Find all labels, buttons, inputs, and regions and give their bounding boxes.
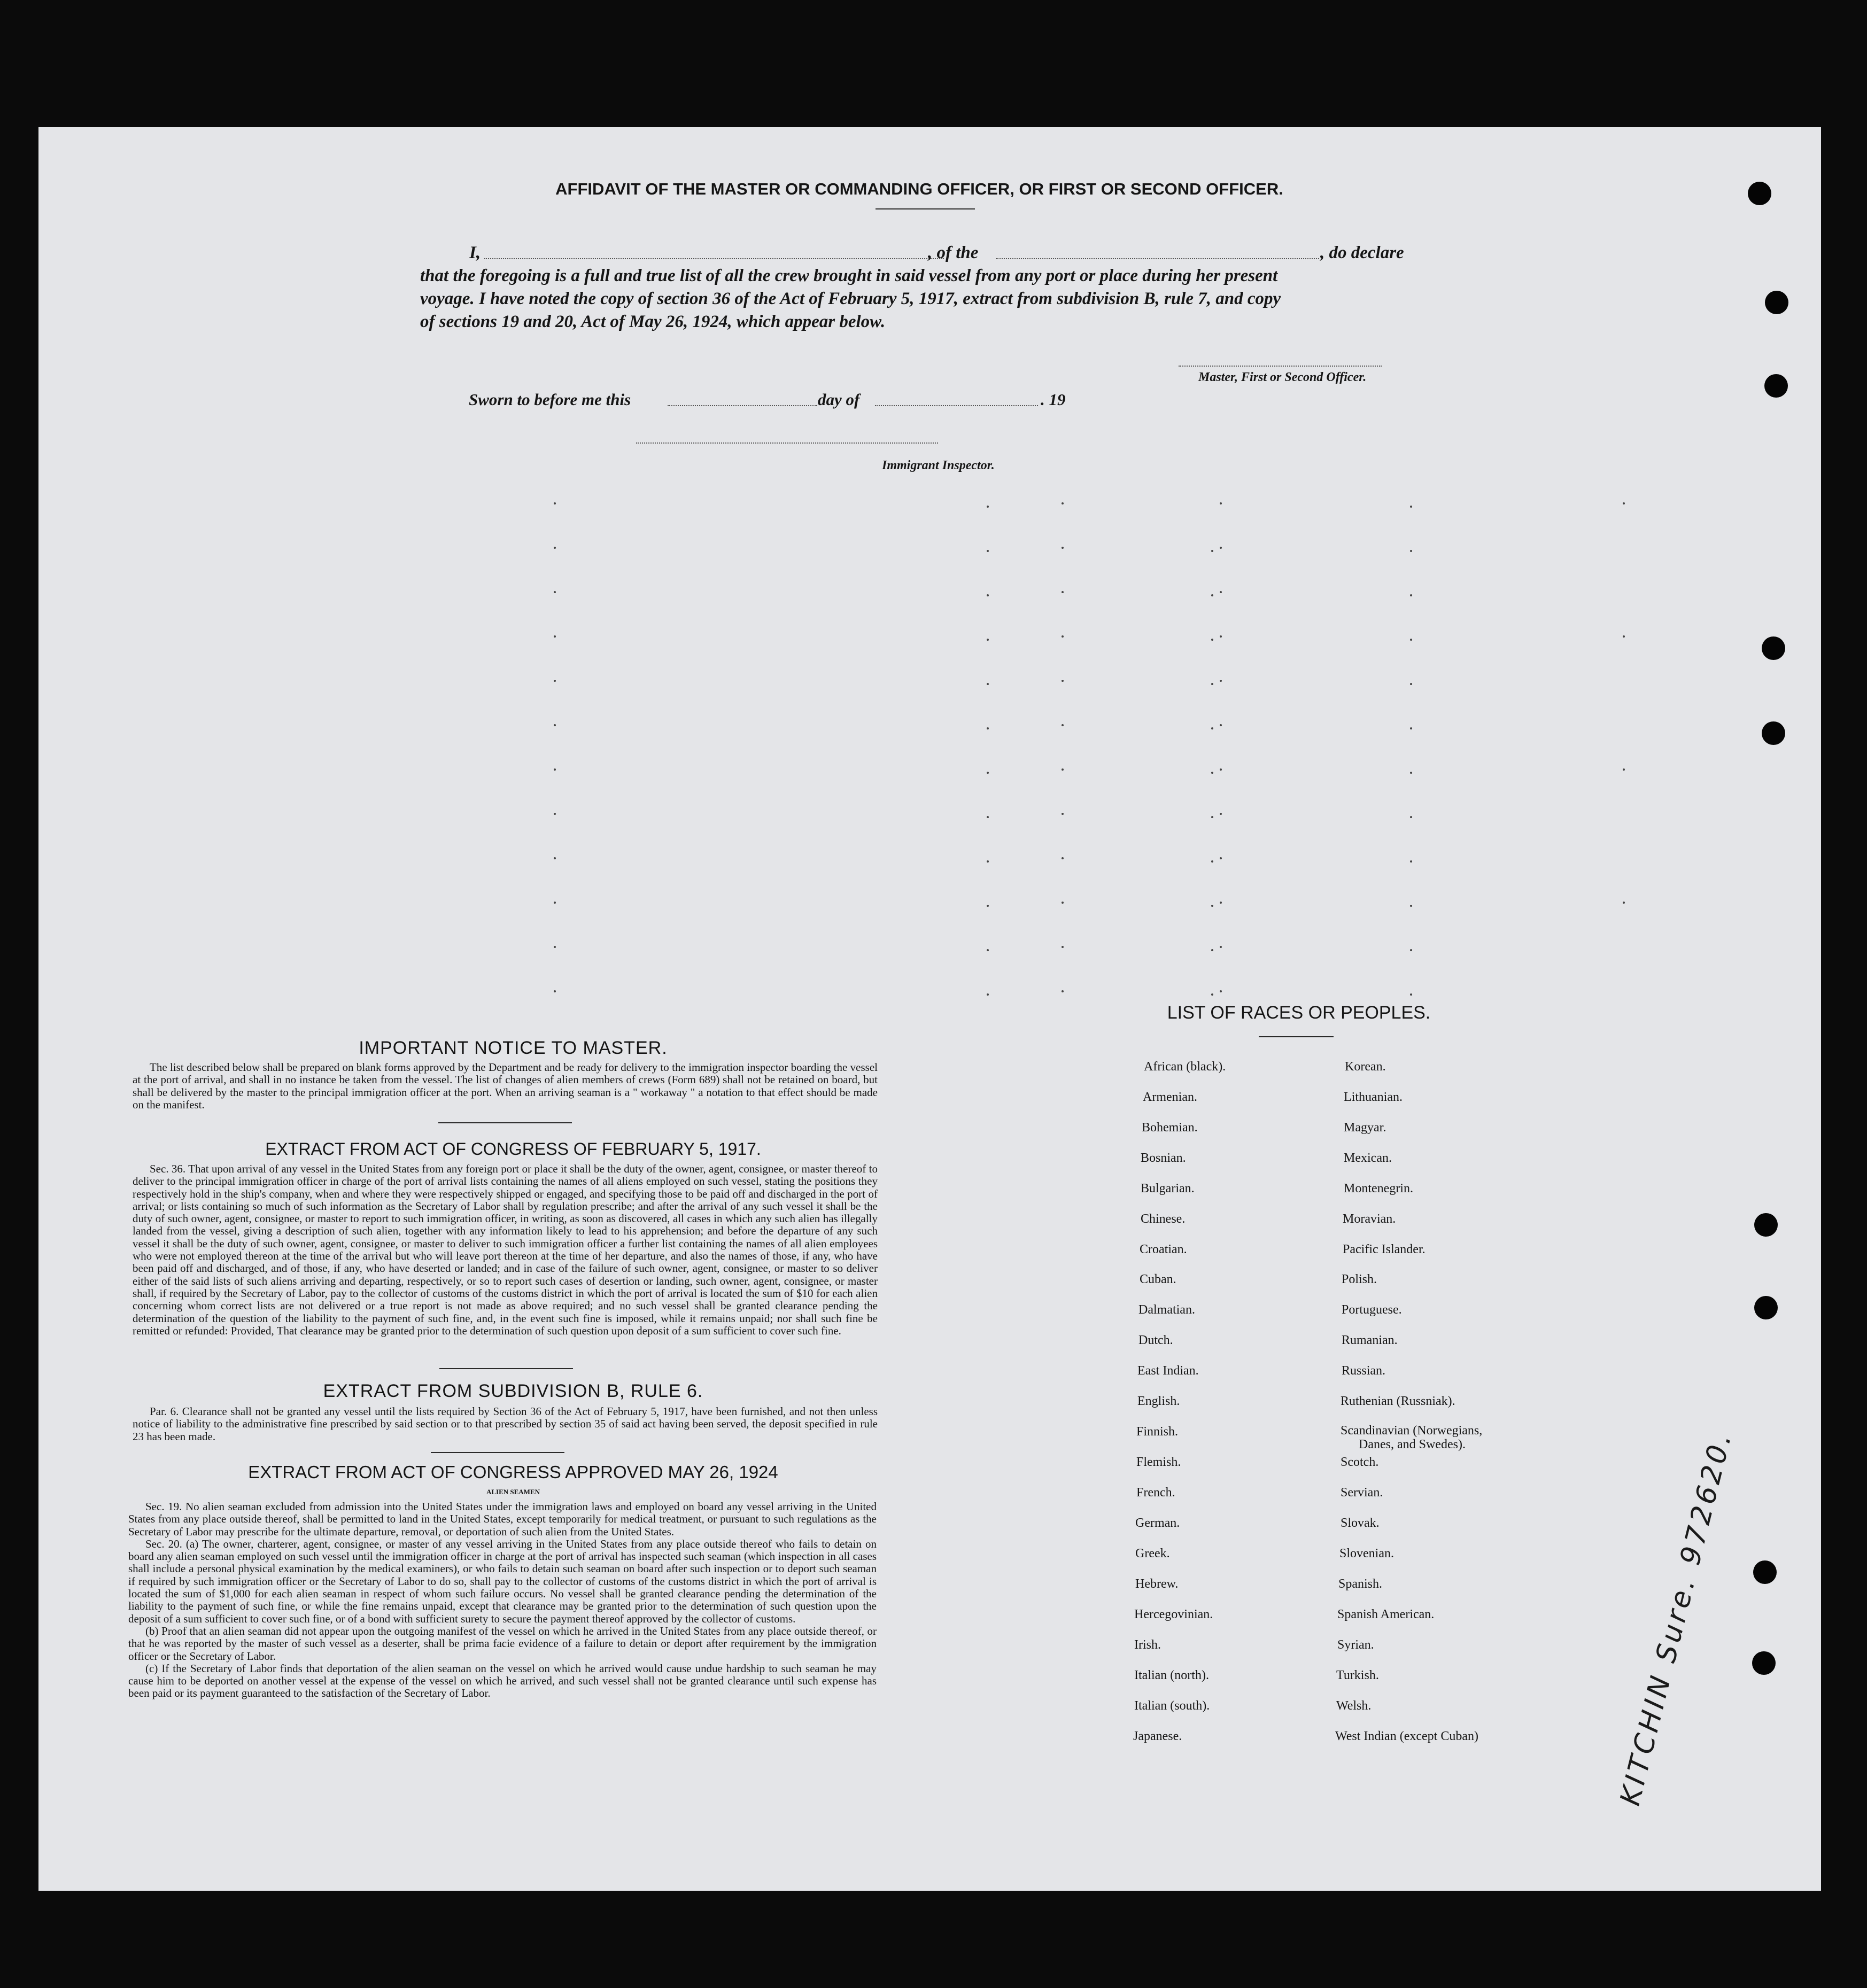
bleed-dot xyxy=(1220,857,1222,859)
race-item: Flemish. xyxy=(1136,1455,1181,1469)
master-signature-line[interactable] xyxy=(1179,366,1382,367)
vessel-blank[interactable] xyxy=(996,258,1319,259)
race-item: German. xyxy=(1135,1516,1180,1530)
bleed-dot xyxy=(987,860,989,863)
race-item: Polish. xyxy=(1342,1272,1377,1286)
race-item: Irish. xyxy=(1134,1638,1161,1652)
sworn-year: . 19 xyxy=(1041,390,1066,409)
title-underline xyxy=(876,208,975,209)
race-item: Chinese. xyxy=(1141,1212,1186,1226)
bleed-dot xyxy=(987,993,989,996)
race-item: Finnish. xyxy=(1136,1425,1179,1439)
race-item: Magyar. xyxy=(1344,1121,1386,1135)
divider xyxy=(438,1122,572,1123)
divider xyxy=(431,1452,564,1453)
inspector-caption: Immigrant Inspector. xyxy=(882,459,995,472)
bleed-dot xyxy=(1623,502,1625,504)
extract-1917-title: EXTRACT FROM ACT OF CONGRESS OF FEBRUARY 5, 1917. xyxy=(265,1139,761,1159)
bleed-dot xyxy=(1211,860,1213,863)
bleed-dot xyxy=(554,724,556,726)
bleed-dot xyxy=(1623,902,1625,904)
affidavit-i: I, xyxy=(469,243,481,262)
affidavit-body-1: that the foregoing is a full and true list of all the crew brought in said vessel from any port or place during her present xyxy=(420,266,1278,285)
bleed-dot xyxy=(1623,768,1625,771)
bleed-dot xyxy=(1062,857,1064,859)
race-item: Croatian. xyxy=(1140,1242,1187,1256)
race-item: Pacific Islander. xyxy=(1343,1242,1426,1256)
sworn-month-blank[interactable] xyxy=(875,405,1038,406)
bleed-dot xyxy=(1220,990,1222,992)
bleed-dot xyxy=(1062,768,1064,771)
bleed-dot xyxy=(1062,724,1064,726)
race-item: Armenian. xyxy=(1143,1090,1197,1104)
bleed-dot xyxy=(554,591,556,593)
bleed-dot xyxy=(1211,594,1213,596)
bleed-dot xyxy=(1220,724,1222,726)
affidavit-body-3: of sections 19 and 20, Act of May 26, 1924, which appear below. xyxy=(420,312,886,331)
bleed-dot xyxy=(1062,635,1064,638)
name-blank[interactable] xyxy=(484,258,944,259)
race-item: Italian (north). xyxy=(1134,1668,1209,1682)
bleed-dot xyxy=(987,683,989,685)
binder-hole xyxy=(1762,636,1785,660)
rule6-text xyxy=(133,1405,878,1443)
bleed-dot xyxy=(1220,502,1222,504)
extract-1917-text xyxy=(133,1163,878,1337)
race-item: Scotch. xyxy=(1341,1455,1379,1469)
race-item: African (black). xyxy=(1144,1060,1226,1074)
sworn-day-of: day of xyxy=(818,390,860,409)
bleed-dot xyxy=(1062,813,1064,815)
sec20a-paragraph: Sec. 20. (a) The owner, charterer, agent, consignee, or master of any vessel arriving in the United States from any place outside thereof who fails to detain on board any alien seaman employed on such vessel until the immigration officer in charge at the port of arrival has inspected such seaman (which inspection in all cases shall include a personal physical examination by the medical examiners), or who fails to detain such seaman on board after such inspection or to deport such seaman if required by such immigration officer or the Secretary of Labor to do so, shall pay to the collector of customs of the customs district in which the port of arrival is located the sum of $1,000 for each alien seaman in respect of whom such failure occurs. No vessel shall be granted clearance pending the determination of the liability to the payment of such fine, or while the fine remains unpaid, except that clearance may be granted prior to the determination of such question upon the deposit of a sum sufficient to cover such fine, or of a bond with sufficient surety to secure the payment thereof approved by the collector of customs. xyxy=(128,1537,877,1625)
bleed-dot xyxy=(1211,772,1213,774)
race-item: Moravian. xyxy=(1343,1212,1396,1226)
race-item: Rumanian. xyxy=(1342,1333,1398,1347)
race-item: Spanish American. xyxy=(1337,1608,1435,1621)
bleed-dot xyxy=(1062,946,1064,948)
bleed-dot xyxy=(1410,594,1412,596)
affidavit-line-1 xyxy=(469,243,1421,265)
bleed-dot xyxy=(1062,902,1064,904)
binder-hole xyxy=(1753,1560,1777,1584)
bleed-dot xyxy=(987,727,989,729)
inspector-signature-line[interactable] xyxy=(636,442,938,444)
bleed-dot xyxy=(987,594,989,596)
notice-text xyxy=(133,1061,878,1111)
bleed-dot xyxy=(1211,639,1213,641)
race-item: Scandinavian (Norwegians, xyxy=(1341,1424,1483,1438)
race-item: Bulgarian. xyxy=(1141,1182,1195,1195)
bleed-dot xyxy=(1062,990,1064,992)
notice-title: IMPORTANT NOTICE TO MASTER. xyxy=(359,1038,668,1058)
bleed-dot xyxy=(1410,860,1412,863)
race-item: West Indian (except Cuban) xyxy=(1335,1729,1478,1743)
race-item: English. xyxy=(1137,1394,1180,1408)
binder-hole xyxy=(1752,1651,1776,1675)
bleed-dot xyxy=(1410,727,1412,729)
binder-hole xyxy=(1748,182,1771,205)
race-item: Ruthenian (Russniak). xyxy=(1341,1394,1455,1408)
bleed-dot xyxy=(1410,949,1412,951)
race-item: Syrian. xyxy=(1337,1638,1374,1652)
binder-hole xyxy=(1764,374,1788,398)
bleed-dot xyxy=(1410,506,1412,508)
rule6-title: EXTRACT FROM SUBDIVISION B, RULE 6. xyxy=(323,1381,703,1401)
bleed-dot xyxy=(554,990,556,992)
affidavit-body-2: voyage. I have noted the copy of section 36 of the Act of February 5, 1917, extract from subdivision B, rule 7, and copy xyxy=(420,289,1281,308)
bleed-dot xyxy=(554,768,556,771)
race-item: Hebrew. xyxy=(1135,1577,1179,1591)
race-item: Cuban. xyxy=(1140,1272,1176,1286)
bleed-dot xyxy=(1062,502,1064,504)
race-item: Bosnian. xyxy=(1141,1151,1186,1165)
bleed-dot xyxy=(1410,993,1412,996)
bleed-dot xyxy=(1410,772,1412,774)
sworn-prefix: Sworn to before me this xyxy=(469,390,631,409)
bleed-dot xyxy=(987,772,989,774)
race-item: Italian (south). xyxy=(1134,1699,1210,1713)
race-item: Turkish. xyxy=(1336,1668,1379,1682)
bleed-dot xyxy=(1062,591,1064,593)
races-title: LIST OF RACES OR PEOPLES. xyxy=(1167,1003,1431,1023)
sec36-paragraph: Sec. 36. That upon arrival of any vessel in the United States from any foreign port or place it shall be the duty of the owner, agent, consignee, or master thereof to deliver to the principal immigration officer in charge of the port of arrival lists containing the names of all aliens employed on such vessel, stating the positions they respectively hold in the ship's company, when and where they were respectively shipped or engaged, and specifying those to be paid off and discharged in the port of arrival; or lists containing so much of such information as the Secretary of Labor shall by regulation prescribe; and after the arrival of any such vessel it shall be the duty of such owner, agent, consignee, or master to report to such immigration officer, in writing, as soon as discovered, all cases in which any such alien has illegally landed from the vessel, giving a description of such alien, together with any information likely to lead to his apprehension; and before the departure of any such vessel it shall be the duty of such owner, agent, consignee, or master to deliver to such immigration officer a further list containing the names of all alien employees who were not employed thereon at the time of the arrival but who will leave port thereon at the time of her departure, and also the names of those, if any, who have been paid off and discharged, and of those, if any, who have deserted or landed; and in case of the failure of such owner, agent, consignee, or master to so deliver either of the said lists of such aliens arriving and departing, respectively, or so to report such cases of desertion or landing, such owner, agent, consignee, or master shall, if required by the Secretary of Labor, pay to the collector of customs of the customs district in which the port of arrival is located the sum of $10 for each alien concerning whom correct lists are not delivered or a true report is not made as above required; and no such vessel shall be granted clearance pending the determination of the question of the liability to the payment of such fine, and, in the event such fine is imposed, while it remains unpaid; nor shall such fine be remitted or refunded: Provided, That clearance may be granted prior to the determination of such question upon deposit of a sum sufficient to cover such fine. xyxy=(133,1162,878,1337)
bleed-dot xyxy=(554,857,556,859)
bleed-dot xyxy=(987,905,989,907)
alien-seamen-subtitle: ALIEN SEAMEN xyxy=(486,1488,540,1496)
bleed-dot xyxy=(1410,816,1412,818)
race-item: Danes, and Swedes). xyxy=(1359,1438,1466,1451)
sworn-line xyxy=(469,390,1110,411)
bleed-dot xyxy=(1623,635,1625,638)
races-underline xyxy=(1259,1036,1334,1037)
race-item: Montenegrin. xyxy=(1344,1182,1413,1195)
bleed-dot xyxy=(1410,905,1412,907)
race-item: Welsh. xyxy=(1336,1699,1372,1713)
bleed-dot xyxy=(1211,993,1213,996)
bleed-dot xyxy=(1220,635,1222,638)
bleed-dot xyxy=(1220,813,1222,815)
bleed-dot xyxy=(987,949,989,951)
race-item: French. xyxy=(1136,1486,1175,1500)
divider xyxy=(439,1368,573,1369)
bleed-dot xyxy=(554,902,556,904)
bleed-dot xyxy=(554,946,556,948)
extract-1924-text xyxy=(128,1501,877,1700)
bleed-dot xyxy=(1410,683,1412,685)
bleed-dot xyxy=(1410,639,1412,641)
race-item: Dutch. xyxy=(1138,1333,1173,1347)
bleed-dot xyxy=(554,547,556,549)
affidavit-of-the: , of the xyxy=(928,243,979,262)
race-item: Portuguese. xyxy=(1342,1303,1402,1317)
race-item: Mexican. xyxy=(1344,1151,1392,1165)
affidavit-title: AFFIDAVIT OF THE MASTER OR COMMANDING OFFICER, OR FIRST OR SECOND OFFICER. xyxy=(555,180,1283,198)
bleed-dot xyxy=(1211,905,1213,907)
race-item: Spanish. xyxy=(1338,1577,1383,1591)
race-item: Slovak. xyxy=(1341,1516,1380,1530)
bleed-dot xyxy=(987,506,989,508)
bleed-dot xyxy=(1211,949,1213,951)
bleed-dot xyxy=(1220,768,1222,771)
bleed-dot xyxy=(1062,547,1064,549)
binder-hole xyxy=(1762,721,1785,745)
bleed-dot xyxy=(1220,547,1222,549)
bleed-dot xyxy=(1211,727,1213,729)
race-item: Hercegovinian. xyxy=(1134,1608,1213,1621)
bleed-dot xyxy=(1220,946,1222,948)
rule6-paragraph: Par. 6. Clearance shall not be granted any vessel until the lists required by Section 36 of the Act of February 5, 1917, have been furnished, and not then unless notice of liability to the administrative fine prescribed by said section or to that prescribed by section 35 of said act having been served, the deposit specified in rule 23 has been made. xyxy=(133,1405,878,1443)
binder-hole xyxy=(1754,1213,1778,1237)
sec20b-paragraph: (b) Proof that an alien seaman did not appear upon the outgoing manifest of the vessel on which he arrived in the United States from any place outside thereof, or that he was reported by the master of such vessel as a deserter, shall be prima facie evidence of a failure to detain or deport after requirement by the immigration officer or the Secretary of Labor. xyxy=(128,1624,877,1663)
race-item: Russian. xyxy=(1342,1364,1386,1378)
bleed-dot xyxy=(1211,683,1213,685)
bleed-dot xyxy=(1220,591,1222,593)
bleed-dot xyxy=(1220,902,1222,904)
race-item: Slovenian. xyxy=(1339,1547,1394,1560)
race-item: Japanese. xyxy=(1133,1729,1182,1743)
bleed-dot xyxy=(987,816,989,818)
sec19-paragraph: Sec. 19. No alien seaman excluded from admission into the United States under the immigration laws and employed on board any vessel arriving in the United States from any place outside thereof, shall be permitted to land in the United States, except temporarily for medical treatment, or pursuant to such regulations as the Secretary of Labor may prescribe for the ultimate departure, removal, or deportation of such alien from the United States. xyxy=(128,1500,877,1538)
bleed-dot xyxy=(554,502,556,504)
race-item: Bohemian. xyxy=(1142,1121,1198,1135)
race-item: Servian. xyxy=(1341,1486,1383,1500)
bleed-dot xyxy=(1410,550,1412,552)
bleed-dot xyxy=(1211,550,1213,552)
bleed-dot xyxy=(987,639,989,641)
bleed-dot xyxy=(987,550,989,552)
binder-hole xyxy=(1754,1296,1778,1319)
bleed-dot xyxy=(554,813,556,815)
bleed-dot xyxy=(554,635,556,638)
race-item: Dalmatian. xyxy=(1138,1303,1195,1317)
affidavit-declare: , do declare xyxy=(1320,243,1404,262)
master-caption: Master, First or Second Officer. xyxy=(1198,370,1367,384)
extract-1924-title: EXTRACT FROM ACT OF CONGRESS APPROVED MAY 26, 1924 xyxy=(248,1462,778,1482)
bleed-dot xyxy=(1062,680,1064,682)
bleed-dot xyxy=(1211,816,1213,818)
race-item: East Indian. xyxy=(1137,1364,1199,1378)
notice-paragraph: The list described below shall be prepared on blank forms approved by the Department and be ready for delivery to the immigration inspector boarding the vessel at the port of arrival, and shall in no instance be taken from the vessel. The list of changes of alien members of crews (Form 689) shall not be retained on board, but shall be delivered by the master to the principal immigration officer at the port. When an arriving seaman is a " workaway " a notation to that effect should be made on the manifest. xyxy=(133,1061,878,1111)
sworn-day-blank[interactable] xyxy=(668,405,817,406)
bleed-dot xyxy=(1220,680,1222,682)
bleed-dot xyxy=(554,680,556,682)
race-item: Korean. xyxy=(1345,1060,1386,1074)
binder-hole xyxy=(1765,291,1788,314)
race-item: Greek. xyxy=(1135,1547,1170,1560)
handwritten-note: KITCHIN Sure. 972620. xyxy=(1614,1427,1739,1809)
race-item: Lithuanian. xyxy=(1344,1090,1403,1104)
sec20c-paragraph: (c) If the Secretary of Labor finds that deportation of the alien seaman on the vessel on which he arrived would cause undue hardship to such seaman he may cause him to be deported on another vessel at the expense of the vessel on which he arrived, and such vessel shall not be granted clearance until such expense has been paid or its payment guaranteed to the satisfaction of the Secretary of Labor. xyxy=(128,1661,877,1700)
